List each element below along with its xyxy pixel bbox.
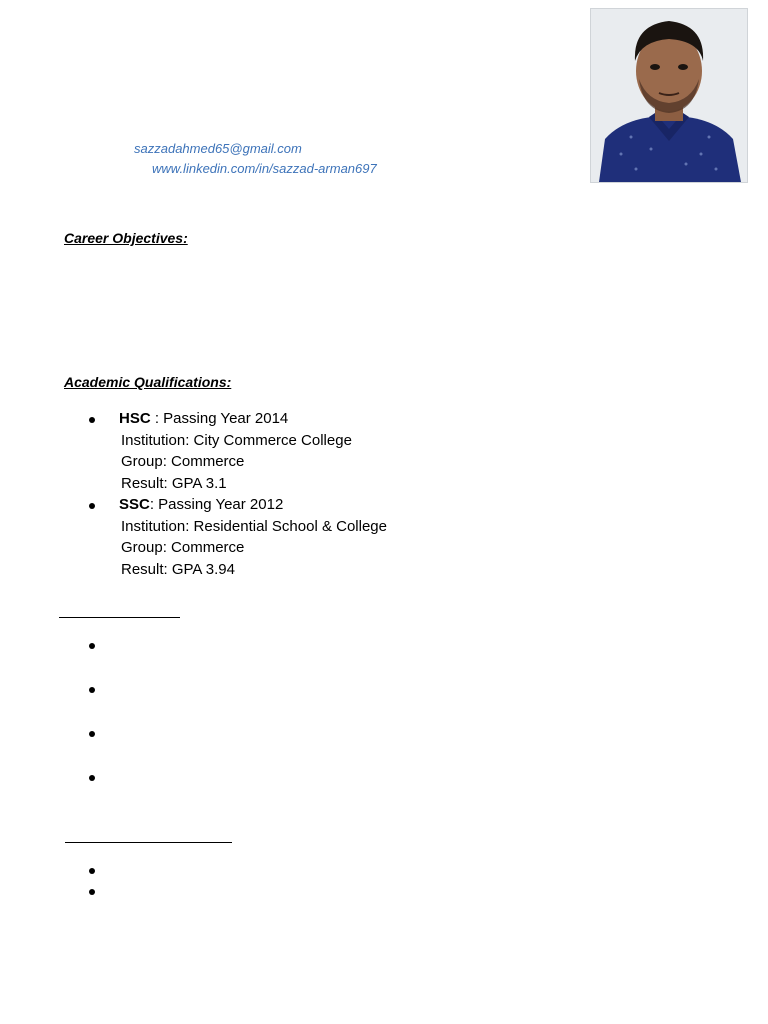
- list-bullet: [89, 417, 95, 423]
- qualification-passing: : Passing Year 2014: [150, 410, 289, 427]
- list-bullet: [89, 731, 95, 737]
- qualification-result: Result: GPA 3.94: [121, 561, 235, 578]
- qualification-passing: : Passing Year 2012: [149, 496, 284, 513]
- list-bullet: [89, 503, 95, 509]
- list-bullet: [89, 643, 95, 649]
- qualification-degree: SSC: [119, 496, 150, 513]
- section-heading-underline: [59, 617, 180, 618]
- qualification-degree: HSC: [119, 410, 151, 427]
- qualification-title: [119, 410, 288, 428]
- qualification-institution: Institution: City Commerce College: [121, 432, 352, 449]
- qualification-title: [119, 496, 283, 514]
- qualification-group: Group: Commerce: [121, 453, 245, 470]
- list-bullet: [89, 868, 95, 874]
- qualification-institution: Institution: Residential School & College: [121, 518, 387, 535]
- person-portrait-icon: [591, 9, 747, 182]
- career-objectives-heading: Career Objectives:: [64, 230, 188, 246]
- list-bullet: [89, 775, 95, 781]
- profile-photo: [590, 8, 748, 183]
- linkedin-link[interactable]: www.linkedin.com/in/sazzad-arman697: [152, 161, 377, 176]
- email-link[interactable]: sazzadahmed65@gmail.com: [134, 141, 302, 156]
- academic-qualifications-heading: Academic Qualifications:: [64, 374, 232, 390]
- qualification-result: Result: GPA 3.1: [121, 475, 227, 492]
- section-heading-underline: [65, 842, 232, 843]
- qualification-group: Group: Commerce: [121, 539, 245, 556]
- list-bullet: [89, 687, 95, 693]
- list-bullet: [89, 889, 95, 895]
